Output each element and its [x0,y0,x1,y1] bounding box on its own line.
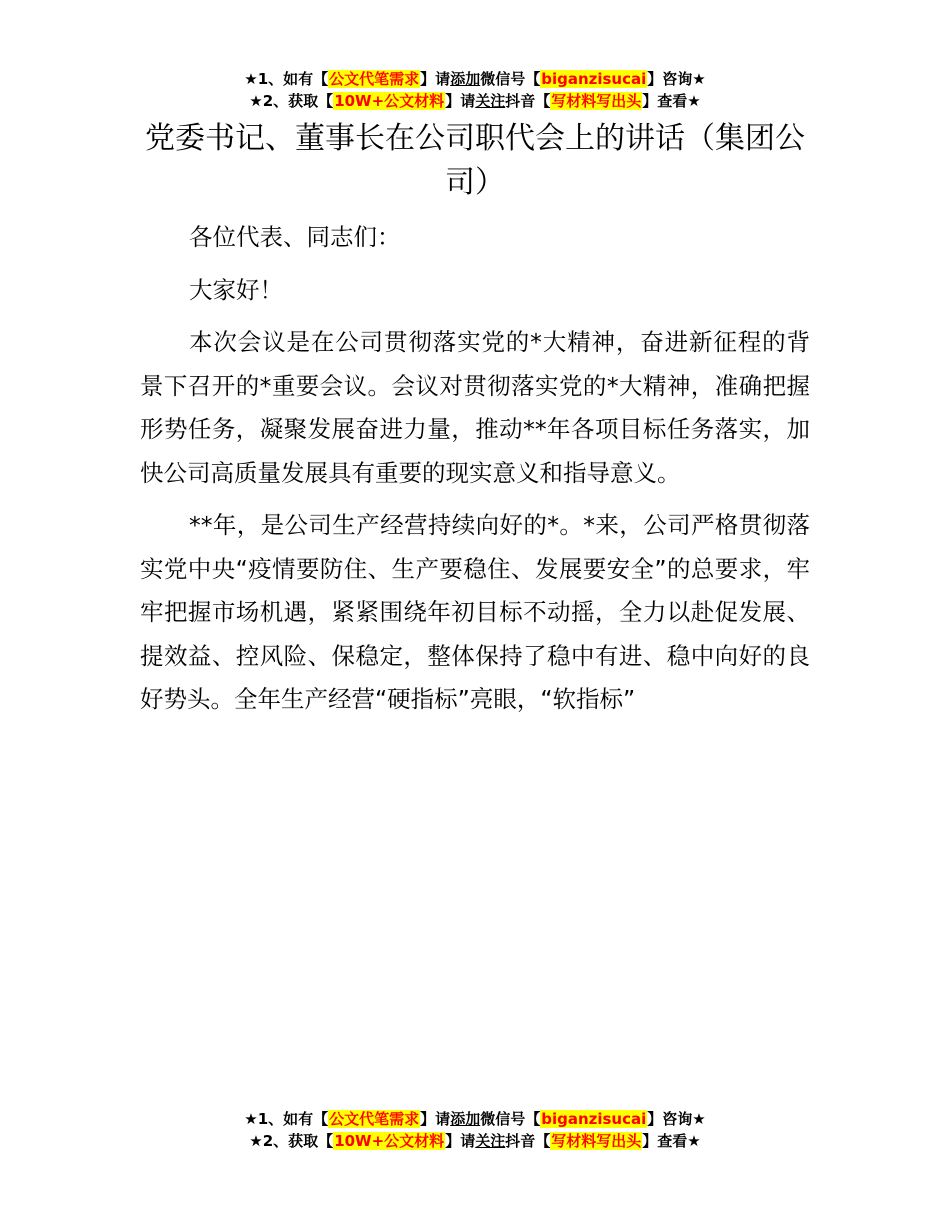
notice-highlight: 10W+公文材料 [334,92,445,110]
notice-emphasis: 添加 [450,70,481,88]
notice-text: ★1、如有【 [244,70,329,88]
notice-text: ★2、获取【 [249,92,334,110]
notice-emphasis: 关注 [475,1132,506,1150]
notice-emphasis: 添加 [450,1110,481,1128]
notice-text: 微信号【 [480,1110,541,1128]
footer-notice-line-2 [0,1130,950,1152]
notice-text: 】请 [420,70,451,88]
notice-text: 】查看★ [642,1132,701,1150]
footer-notice [0,1108,950,1152]
notice-text: 】咨询★ [647,70,706,88]
notice-highlight: 公文代笔需求 [329,1110,420,1128]
notice-highlight: biganzisucai [541,70,647,88]
body-paragraph: 本次会议是在公司贯彻落实党的*大精神，奋进新征程的背景下召开的*重要会议。会议对贯彻落实党的*大精神，准确把握形势任务，凝聚发展奋进力量，推动**年各项目标任务落实，加快公司高质量发展具有重要的现实意义和指导意义。 [140,328,810,487]
notice-text: 】请 [420,1110,451,1128]
notice-text: ★1、如有【 [244,1110,329,1128]
notice-text: 微信号【 [480,70,541,88]
salutation: 各位代表、同志们： [189,223,401,251]
notice-highlight: biganzisucai [541,1110,647,1128]
notice-text: 】请 [445,92,476,110]
body-paragraph: **年，是公司生产经营持续向好的*。*来，公司严格贯彻落实党中央“疫情要防住、生产要稳住、发展要安全”的总要求，牢牢把握市场机遇，紧紧围绕年初目标不动摇，全力以赴促发展、提效益、控风险、保稳定，整体保持了稳中有进、稳中向好的良好势头。全年生产经营“硬指标”亮眼，“软指标” [140,511,810,713]
document-title: 党委书记、董事长在公司职代会上的讲话（集团公司） [145,121,805,200]
document-body [140,216,810,731]
notice-highlight: 写材料写出头 [551,92,642,110]
notice-text: 】咨询★ [647,1110,706,1128]
footer-notice-line-1 [0,1108,950,1130]
notice-highlight: 公文代笔需求 [329,70,420,88]
header-notice [0,68,950,112]
notice-text: 抖音【 [505,1132,551,1150]
notice-text: 】查看★ [642,92,701,110]
notice-text: 】请 [445,1132,476,1150]
notice-highlight: 10W+公文材料 [334,1132,445,1150]
header-notice-line-2 [0,90,950,112]
notice-text: ★2、获取【 [249,1132,334,1150]
notice-highlight: 写材料写出头 [551,1132,642,1150]
header-notice-line-1 [0,68,950,90]
notice-emphasis: 关注 [475,92,506,110]
notice-text: 抖音【 [505,92,551,110]
greeting: 大家好！ [189,275,283,304]
